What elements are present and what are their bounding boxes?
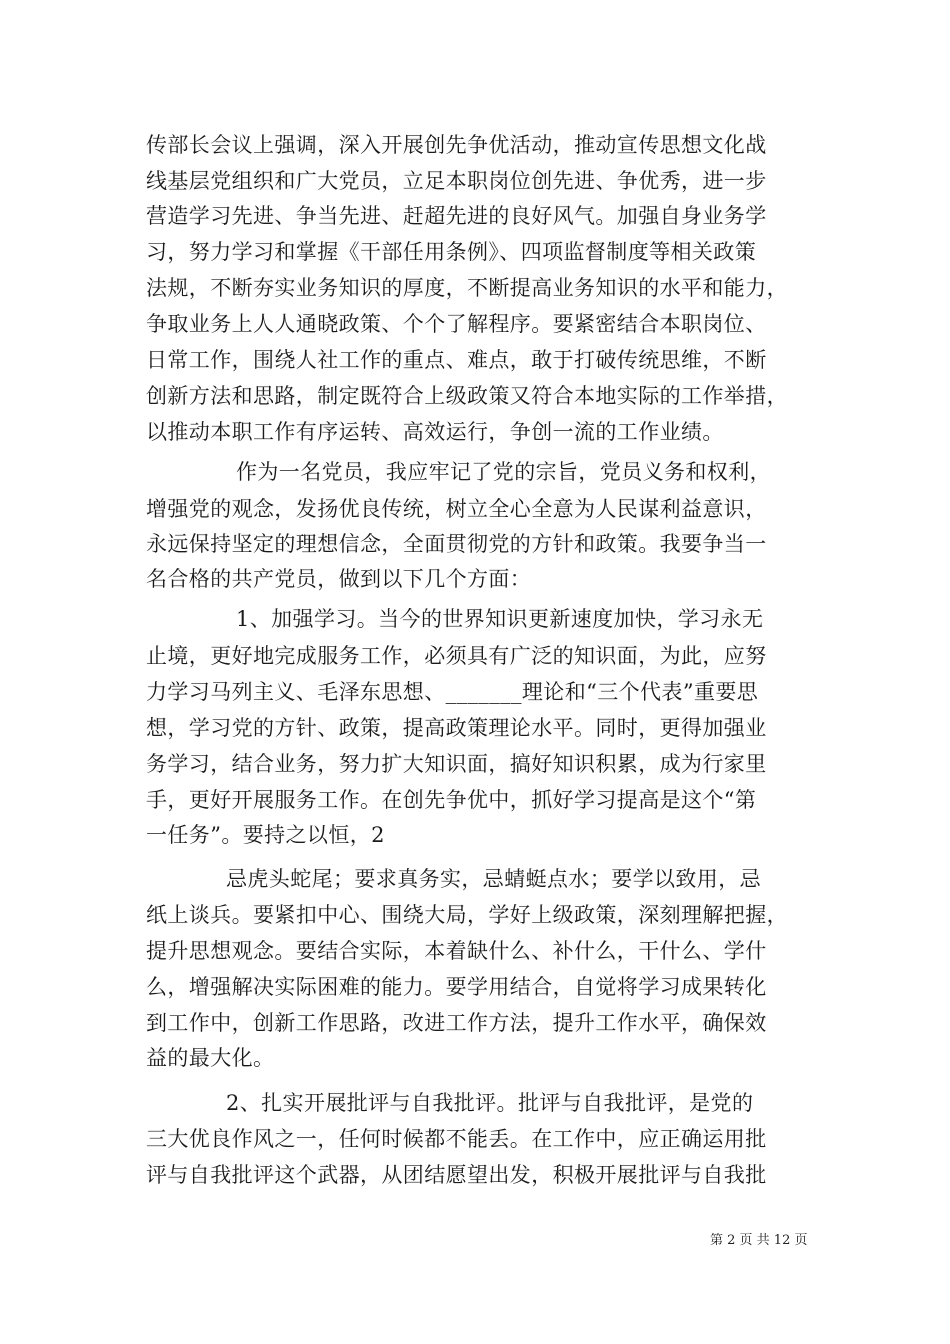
page-number-footer: 第 2 页 共 12 页 [710,1233,808,1248]
text-line: 益的最大化。 [146,1046,275,1070]
text-line: 么，增强解决实际困难的能力。要学用结合，自觉将学习成果转化 [146,975,767,999]
text-line: 传部长会议上强调，深入开展创先争优活动，推动宣传思想文化战 [146,133,767,157]
text-line: 务学习，结合业务，努力扩大知识面，搞好知识积累，成为行家里 [146,752,767,776]
text-line: 三大优良作风之一，任何时候都不能丢。在工作中，应正确运用批 [146,1127,767,1151]
text-line: 名合格的共产党员，做到以下几个方面： [146,567,532,591]
text-line: 争取业务上人人通晓政策、个个了解程序。要紧密结合本职岗位、 [146,312,767,336]
text-line: 评与自我批评这个武器，从团结愿望出发，积极开展批评与自我批 [146,1163,767,1187]
text-line: 创新方法和思路，制定既符合上级政策又符合本地实际的工作举措， [146,384,788,408]
text-line: 线基层党组织和广大党员，立足本职岗位创先进、争优秀，进一步 [146,169,767,193]
text-line: 永远保持坚定的理想信念，全面贯彻党的方针和政策。我要争当一 [146,532,767,556]
text-line: 营造学习先进、争当先进、赶超先进的良好风气。加强自身业务学 [146,204,767,228]
paragraph-start-line: 2、扎实开展批评与自我批评。批评与自我批评，是党的 [226,1091,754,1115]
paragraph-start-line: 忌虎头蛇尾；要求真务实，忌蜻蜓点水；要学以致用，忌 [226,867,761,891]
paragraph-start-line: 1、加强学习。当今的世界知识更新速度加快，学习永无 [236,607,764,631]
text-line: 法规，不断夯实业务知识的厚度，不断提高业务知识的水平和能力， [146,276,788,300]
text-line: 习，努力学习和掌握《干部任用条例》、四项监督制度等相关政策 [146,240,757,264]
text-line: 止境，更好地完成服务工作，必须具有广泛的知识面，为此，应努 [146,644,767,668]
text-line: 日常工作，围绕人社工作的重点、难点，敢于打破传统思维，不断 [146,348,767,372]
text-line: 力学习马列主义、毛泽东思想、_______理论和“三个代表”重要思 [146,680,759,704]
text-line: 手，更好开展服务工作。在创先争优中，抓好学习提高是这个“第 [146,788,757,812]
text-line: 到工作中，创新工作思路，改进工作方法，提升工作水平，确保效 [146,1011,767,1035]
text-line: 提升思想观念。要结合实际，本着缺什么、补什么，干什么、学什 [146,939,767,963]
paragraph-start-line: 作为一名党员，我应牢记了党的宗旨，党员义务和权利， [236,460,771,484]
text-line: 增强党的观念，发扬优良传统，树立全心全意为人民谋利益意识， [146,497,767,521]
text-line: 一任务”。要持之以恒，2 [146,823,385,847]
text-line: 想，学习党的方针、政策，提高政策理论水平。同时，更得加强业 [146,716,767,740]
text-line: 以推动本职工作有序运转、高效运行，争创一流的工作业绩。 [146,420,724,444]
text-line: 纸上谈兵。要紧扣中心、围绕大局，学好上级政策，深刻理解把握， [146,903,788,927]
